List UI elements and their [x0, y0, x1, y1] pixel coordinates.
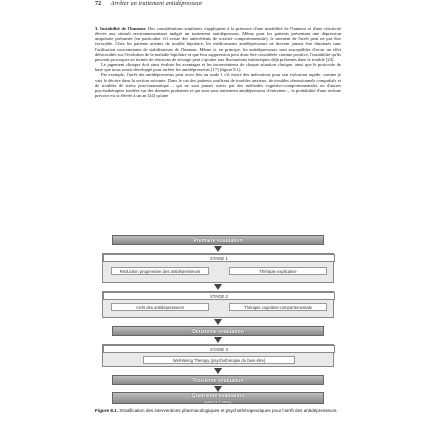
fourth-evaluation-title: Quatrième évaluation — [191, 392, 245, 399]
running-header — [95, 1, 203, 7]
stage1-panel — [102, 253, 334, 283]
arrow-down-icon — [214, 284, 222, 290]
fourth-evaluation-box — [112, 392, 324, 404]
arrow-down-icon — [214, 337, 222, 343]
stage3-item-box: Well-Being Therapy (psychothérapie du bien-être) — [143, 356, 295, 364]
caption-text: Stratification des interventions pharmacologiques et psychothérapeutiques pour l'arrêt des antidépresseurs. — [117, 408, 338, 413]
figure-caption — [95, 408, 341, 413]
paragraph-heading: 3. Instabilité de l'humeur. — [95, 26, 147, 31]
caption-label: Figure 8.1. — [95, 408, 118, 413]
stage2-panel — [102, 291, 334, 318]
paragraph-text: Des considérations similaires s'appliquent à la présence d'une instabilité de l'humeur et d'une réactivité élevée aux stimuli environnementaux malgré un traitement antidépresseur. Même pour les patients présentant une dépression unipolaire présumée (en particulier s'il existe des antécédents de toxicité comportementale), le moment de l'arrêt peut ne pas être favorable. Chez les patients atteints de trouble bipolaire, les médicaments antidépresseurs ne doivent jamais être diminués sans l'utilisation concomitante de stabilisateurs de l'humeur. Même si, en principe, les antidépresseurs sont susceptibles d'avoir un effet défavorable sur l'évolution de la maladie bipolaire et que leur suppression peut donc être considérée comme positive, l'instabilité qu'ils peuvent provoquer en termes de réactions de sevrage peut s'ajouter aux fluctuations intrinsèques déjà présentes dans le trouble [23]. — [95, 26, 342, 62]
fourth-evaluation-note: (suivi à 6 mois) — [204, 399, 232, 404]
arrow-down-icon — [214, 246, 222, 252]
second-evaluation-box: Deuxième évaluation — [112, 326, 324, 336]
page-number: 72 — [95, 1, 102, 7]
stage2-left-box: Arrêt des antidépresseurs — [111, 303, 209, 311]
paragraph-clinical-judgment: Le jugement clinique doit ainsi évaluer les avantages et les inconvénients de chaque situation clinique, ainsi que le protocole de base que nous avons développé pour arrêter les antidépresseurs [17] (figure 8.1). — [95, 62, 341, 73]
paragraph-mood-instability — [95, 26, 341, 62]
stage1-right-box: Thérapie explicative — [229, 267, 327, 275]
stage1-left-box: Réduction progressive des antidépresseurs — [111, 267, 209, 275]
running-title: Arrêter un traitement antidépresseur — [110, 1, 203, 7]
paragraph-example: Par exemple, l'arrêt des antidépresseurs peut avoir lieu au stade 1 s'il existe des indications pour son exécution rapide, comme je vais le décrire dans la section suivante. Dans le cas des patients souffrant de troubles anxieux, de troubles obsessionnels compulsifs et de troubles de stress post-traumatique – qui ne sont jamais suivis par des méthodes cognitivo-comportementales ou d'autres psychothérapies fondées sur des données probantes et qui sont sous traitement antidépresseur d'entretien –, la probabilité d'une rechute précoce est si élevée à un an [24] qu'une — [95, 72, 341, 99]
stage3-label: STADE 3 — [103, 345, 335, 353]
first-evaluation-box: Première évaluation — [112, 235, 324, 245]
stage3-panel — [102, 344, 334, 367]
body-text — [95, 26, 341, 98]
stage2-label: STADE 2 — [103, 292, 335, 300]
stage1-label: STADE 1 — [103, 254, 335, 262]
stage2-right-box: Thérapie cognitivo-comportementale — [229, 303, 327, 311]
arrow-down-icon — [214, 319, 222, 325]
figure-flowchart — [94, 232, 342, 404]
third-evaluation-box: Troisième évaluation — [112, 375, 324, 385]
arrow-down-icon — [214, 368, 222, 374]
